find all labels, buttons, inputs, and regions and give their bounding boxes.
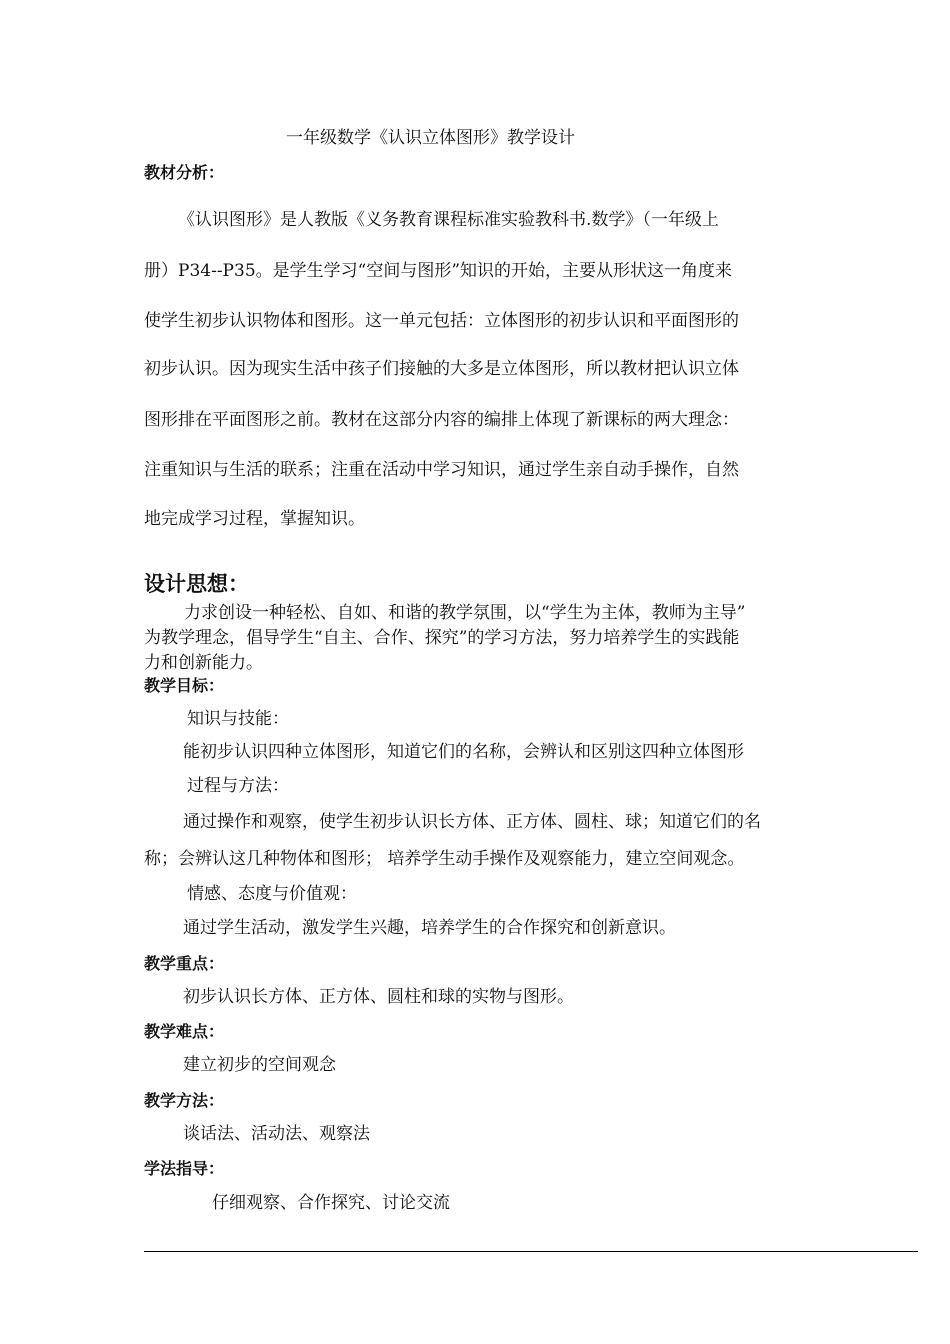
goals-knowledge-text: 能初步认识四种立体图形，知道它们的名称，会辨认和区别这四种立体图形 <box>183 742 744 762</box>
method-text: 谈话法、活动法、观察法 <box>183 1124 370 1144</box>
design-heading: 设计思想： <box>144 572 249 596</box>
document-title: 一年级数学《认识立体图形》教学设计 <box>286 128 575 148</box>
guidance-heading: 学法指导： <box>144 1159 225 1178</box>
material-line: 图形排在平面图形之前。教材在这部分内容的编排上体现了新课标的两大理念： <box>144 410 739 430</box>
material-line: 使学生初步认识物体和图形。这一单元包括：立体图形的初步认识和平面图形的 <box>144 311 739 331</box>
material-heading: 教材分析： <box>144 163 225 182</box>
goals-heading: 教学目标： <box>144 676 225 695</box>
difficulty-text: 建立初步的空间观念 <box>183 1055 336 1075</box>
design-line: 力和创新能力。 <box>144 653 263 673</box>
guidance-text: 仔细观察、合作探究、讨论交流 <box>212 1193 450 1213</box>
goals-process-label: 过程与方法： <box>187 776 289 796</box>
design-line: 为教学理念，倡导学生“自主、合作、探究”的学习方法，努力培养学生的实践能 <box>144 628 740 648</box>
material-line: 地完成学习过程，掌握知识。 <box>144 509 365 529</box>
material-line: 册）P34--P35。是学生学习“空间与图形”知识的开始，主要从形状这一角度来 <box>144 261 733 281</box>
goals-knowledge-label: 知识与技能： <box>187 709 289 729</box>
goals-process-line: 称；会辨认这几种物体和图形； 培养学生动手操作及观察能力，建立空间观念。 <box>144 849 745 869</box>
goals-process-line: 通过操作和观察，使学生初步认识长方体、正方体、圆柱、球；知道它们的名 <box>183 812 761 832</box>
design-line: 力求创设一种轻松、自如、和谐的教学氛围，以“学生为主体，教师为主导” <box>184 603 746 623</box>
method-heading: 教学方法： <box>144 1091 225 1110</box>
footer-rule <box>144 1251 918 1252</box>
goals-emotion-label: 情感、态度与价值观： <box>187 884 357 904</box>
material-line: 注重知识与生活的联系；注重在活动中学习知识，通过学生亲自动手操作，自然 <box>144 460 739 480</box>
focus-heading: 教学重点： <box>144 954 225 973</box>
material-line: 初步认识。因为现实生活中孩子们接触的大多是立体图形，所以教材把认识立体 <box>144 359 739 379</box>
goals-emotion-text: 通过学生活动，激发学生兴趣，培养学生的合作探究和创新意识。 <box>183 918 676 938</box>
difficulty-heading: 教学难点： <box>144 1022 225 1041</box>
focus-text: 初步认识长方体、正方体、圆柱和球的实物与图形。 <box>183 987 574 1007</box>
material-line: 《认识图形》是人教版《义务教育课程标准实验教科书.数学》（一年级上 <box>178 210 719 230</box>
